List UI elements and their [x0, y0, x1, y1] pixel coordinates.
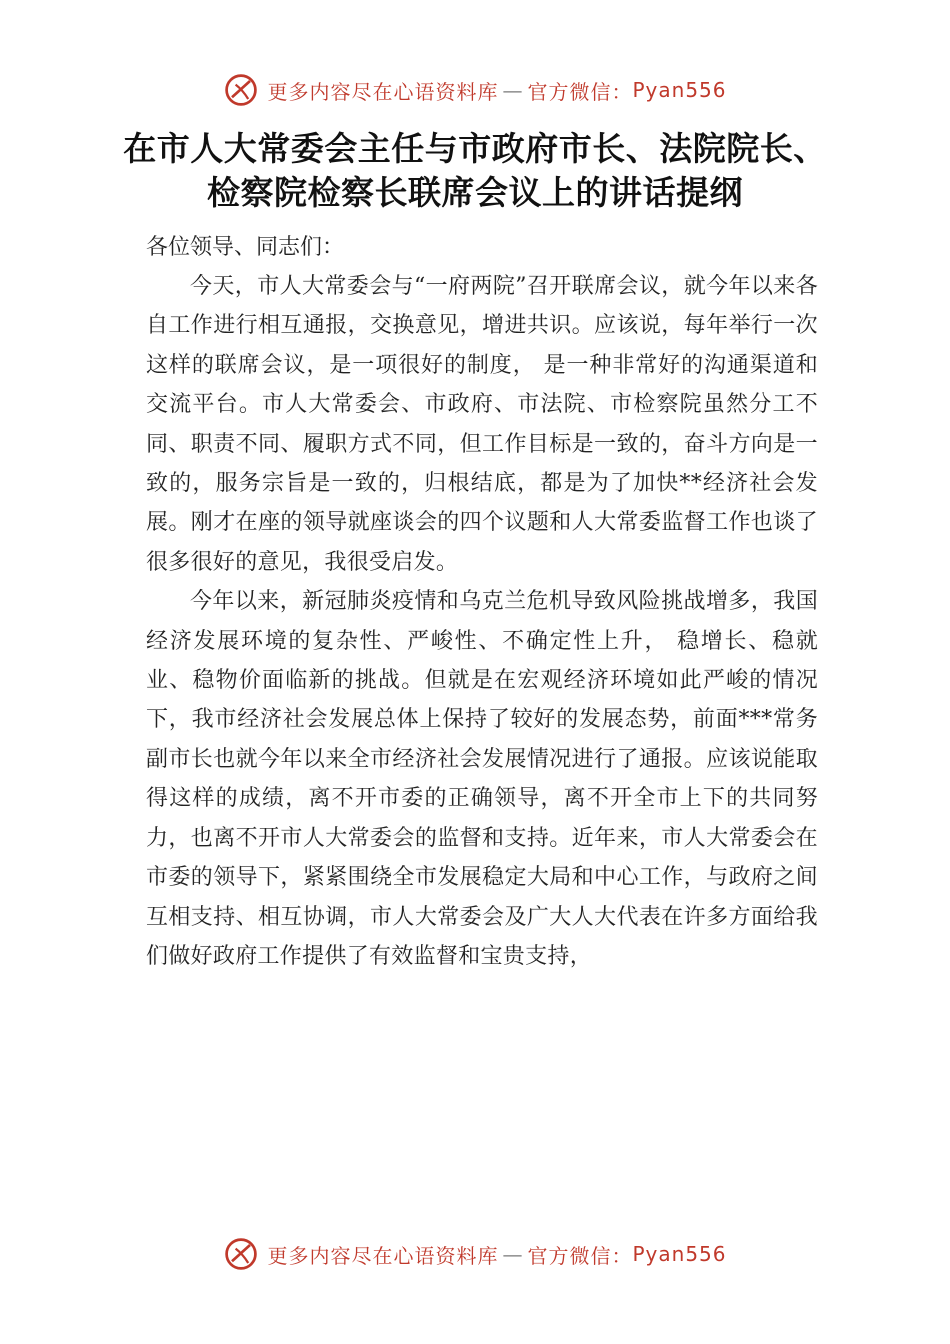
watermark-text: 更多内容尽在心语资料库: [267, 79, 499, 104]
footer-watermark: [0, 1236, 950, 1272]
watermark-wechat-label: 官方微信：: [527, 1243, 633, 1268]
salutation: 各位领导、同志们：: [146, 235, 345, 260]
watermark-wechat-id: Pyan556: [632, 1242, 727, 1266]
document-title: 在市人大常委会主任与市政府市长、法院院长、检察院检察长联席会议上的讲话提纲: [123, 129, 827, 212]
paragraph-1: 今天，市人大常委会与“一府两院”召开联席会议，就今年以来各自工作进行相互通报，交换意见，增进共识。应该说，每年举行一次这样的联席会议，是一项很好的制度， 是一种非常好的沟通渠道和交流平台。市人大常委会、市政府、市法院、市检察院虽然分工不同、职责不同、履职方式不同，但工作目标是一致的，奋斗方向是一致的，服务宗旨是一致的，归根结底，都是为了加快**经济社会发展。刚才在座的领导就座谈会的四个议题和人大常委监督工作也谈了很多很好的意见，我很受启发。: [146, 274, 818, 575]
paragraph-2: 今年以来，新冠肺炎疫情和乌克兰危机导致风险挑战增多，我国经济发展环境的复杂性、严峻性、不确定性上升， 稳增长、稳就业、稳物价面临新的挑战。但就是在宏观经济环境如此严峻的情况下，我市经济社会发展总体上保持了较好的发展态势，前面***常务副市长也就今年以来全市经济社会发展情况进行了通报。应该说能取得这样的成绩，离不开市委的正确领导，离不开全市上下的共同努力，也离不开市人大常委会的监督和支持。近年来，市人大常委会在市委的领导下，紧紧围绕全市发展稳定大局和中心工作，与政府之间互相支持、相互协调，市人大常委会及广大人大代表在许多方面给我们做好政府工作提供了有效监督和宝贵支持，: [146, 589, 818, 969]
brand-logo-icon: [223, 1236, 259, 1272]
header-watermark: [0, 72, 950, 108]
watermark-separator: —: [502, 1242, 524, 1266]
document-body: [146, 228, 818, 976]
watermark-wechat-id: Pyan556: [632, 78, 727, 102]
brand-logo-icon: [223, 72, 259, 108]
watermark-separator: —: [502, 78, 524, 102]
watermark-text: 更多内容尽在心语资料库: [267, 1243, 499, 1268]
watermark-wechat-label: 官方微信：: [527, 79, 633, 104]
